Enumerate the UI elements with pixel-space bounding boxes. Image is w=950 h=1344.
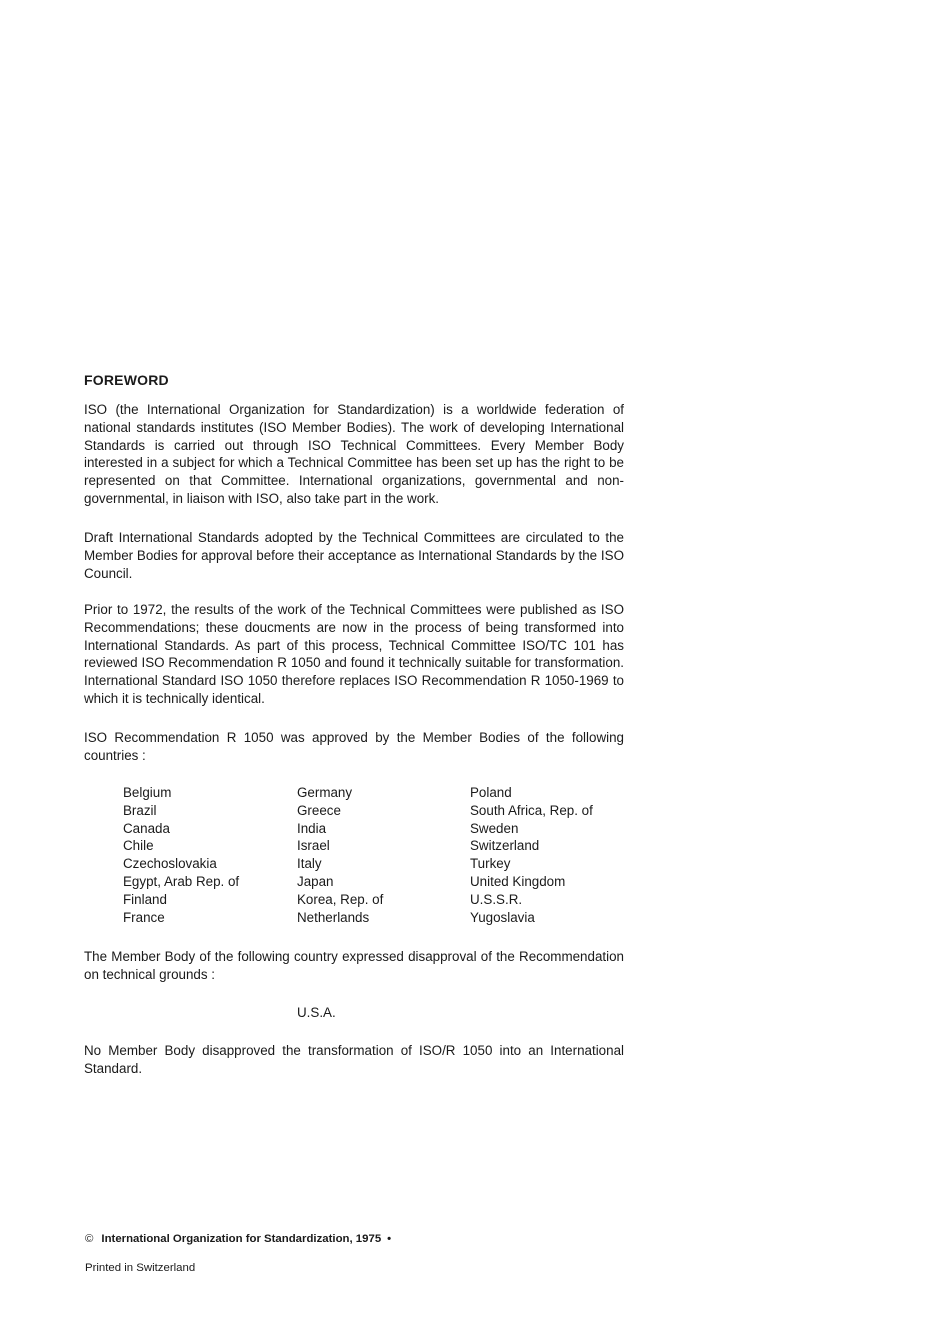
countries-column-1 bbox=[123, 784, 239, 926]
country-item: United Kingdom bbox=[470, 873, 566, 889]
country-item: Canada bbox=[123, 820, 170, 836]
country-item: Brazil bbox=[123, 802, 157, 818]
paragraph-approval: ISO Recommendation R 1050 was approved by the Member Bodies of the following countries : bbox=[84, 730, 624, 763]
paragraph-no-disapproval: No Member Body disapproved the transformation of ISO/R 1050 into an International Standard. bbox=[84, 1043, 624, 1076]
country-item: U.S.S.R. bbox=[470, 891, 523, 907]
printed-in-notice: Printed in Switzerland bbox=[85, 1262, 196, 1274]
country-item: Switzerland bbox=[470, 838, 540, 854]
copyright-notice bbox=[85, 1233, 391, 1245]
country-item: France bbox=[123, 909, 165, 925]
country-item: India bbox=[297, 820, 327, 836]
country-item: Greece bbox=[297, 802, 341, 818]
paragraph-draft-standards: Draft International Standards adopted by the Technical Committees are circulated to the Member Bodies for approval before their acceptance as International Standards by the ISO Council. bbox=[84, 530, 624, 581]
country-item: Turkey bbox=[470, 856, 511, 872]
country-item: South Africa, Rep. of bbox=[470, 802, 593, 818]
copyright-symbol: © bbox=[85, 1233, 94, 1245]
bullet-icon: • bbox=[387, 1233, 392, 1245]
country-item: Israel bbox=[297, 838, 330, 854]
country-item: Czechoslovakia bbox=[123, 856, 217, 872]
paragraph-iso-intro: ISO (the International Organization for Standardization) is a worldwide federation of national standards institutes (ISO Member Bodies). The work of developing International Standards is carried out through ISO Technical Committees. Every Member Body interested in a subject for which a Technical Committee has been set up has the right to be represented on that Committee. International organizations, governmental and non-governmental, in liaison with ISO, also take part in the work. bbox=[84, 402, 624, 506]
country-item: Netherlands bbox=[297, 909, 370, 925]
disapproving-country: U.S.A. bbox=[297, 1005, 336, 1020]
country-item: Japan bbox=[297, 873, 334, 889]
country-item: Egypt, Arab Rep. of bbox=[123, 873, 240, 889]
copyright-text: International Organization for Standardization, 1975 bbox=[101, 1233, 382, 1245]
country-item: Korea, Rep. of bbox=[297, 891, 384, 907]
country-item: Chile bbox=[123, 838, 154, 854]
country-item: Germany bbox=[297, 785, 353, 800]
paragraph-transformation: Prior to 1972, the results of the work of the Technical Committees were published as ISO Recommendations; these doucments are now in the process of being transformed into International Standards. As part of this process, Technical Committee ISO/TC 101 has reviewed ISO Recommendation R 1050 and found it technically suitable for transformation. International Standard ISO 1050 therefore replaces ISO Recommendation R 1050-1969 to which it is technically identical. bbox=[84, 602, 624, 706]
country-item: Italy bbox=[297, 856, 322, 872]
country-item: Finland bbox=[123, 891, 167, 907]
paragraph-disapproval: The Member Body of the following country expressed disapproval of the Recommendation on technical grounds : bbox=[84, 949, 624, 982]
countries-column-3 bbox=[470, 784, 593, 926]
countries-column-2 bbox=[297, 784, 383, 926]
country-item: Poland bbox=[470, 785, 512, 800]
country-item: Yugoslavia bbox=[470, 909, 535, 925]
country-item: Sweden bbox=[470, 820, 519, 836]
foreword-heading: FOREWORD bbox=[84, 372, 169, 388]
country-item: Belgium bbox=[123, 785, 172, 800]
